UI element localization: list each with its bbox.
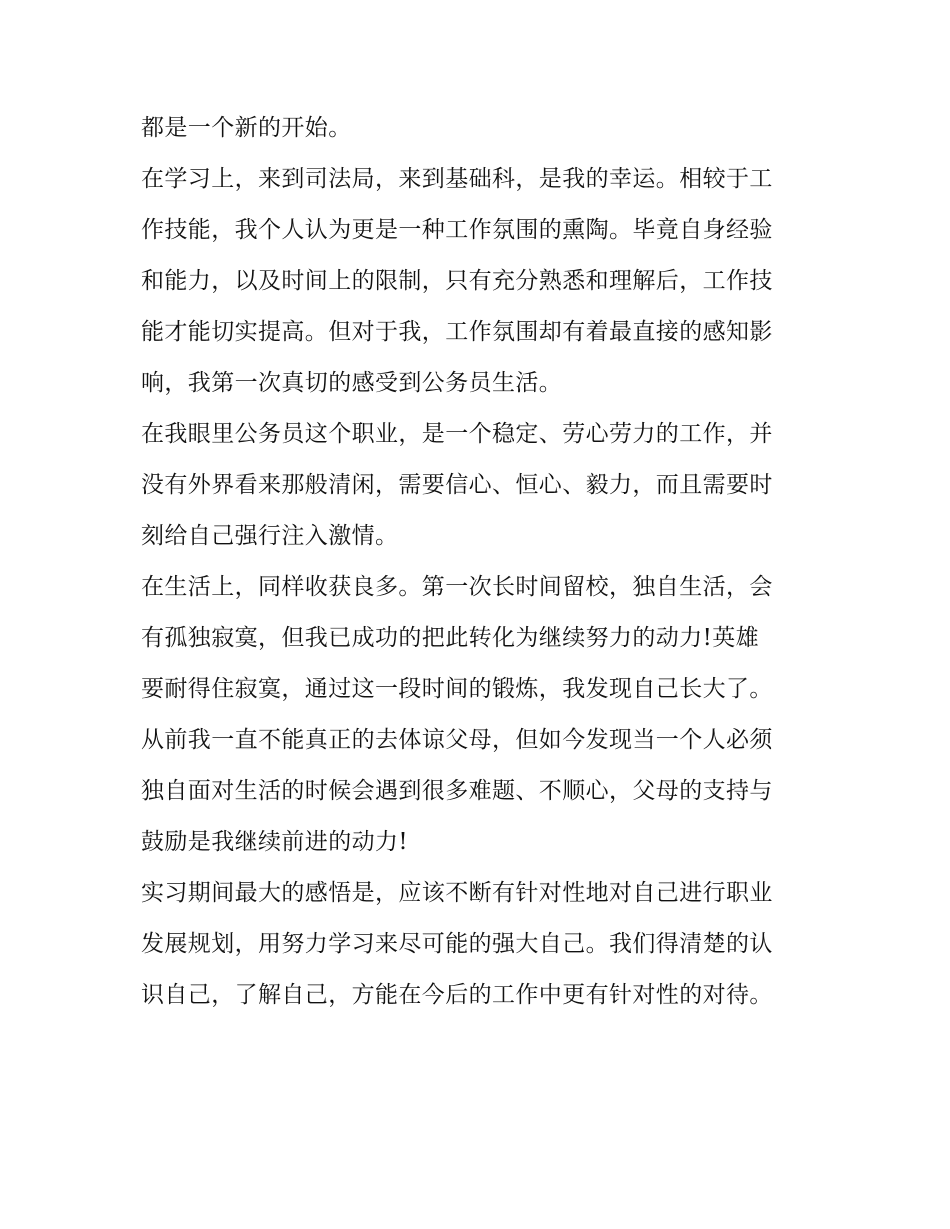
text-line: 刻给自己强行注入激情。 [141,523,399,549]
text-line: 在生活上，同样收获良多。第一次长时间留校，独自生活，会 [141,574,773,600]
text-line: 没有外界看来那般清闲，需要信心、恒心、毅力，而且需要时 [141,472,773,498]
text-line: 从前我一直不能真正的去体谅父母，但如今发现当一个人必须 [141,727,773,753]
text-line: 发展规划，用努力学习来尽可能的强大自己。我们得清楚的认 [141,931,773,957]
text-line: 要耐得住寂寞，通过这一段时间的锻炼，我发现自己长大了。 [141,676,773,702]
text-line: 有孤独寂寞，但我已成功的把此转化为继续努力的动力!英雄 [141,625,760,651]
text-line: 识自己，了解自己，方能在今后的工作中更有针对性的对待。 [141,982,773,1008]
text-line: 在学习上，来到司法局，来到基础科，是我的幸运。相较于工 [141,166,773,192]
text-line: 和能力，以及时间上的限制，只有充分熟悉和理解后，工作技 [141,268,773,294]
document-body [141,106,821,1024]
text-line: 在我眼里公务员这个职业，是一个稳定、劳心劳力的工作，并 [141,421,773,447]
text-line: 实习期间最大的感悟是，应该不断有针对性地对自己进行职业 [141,880,773,906]
text-line: 响，我第一次真切的感受到公务员生活。 [141,370,563,396]
text-line: 独自面对生活的时候会遇到很多难题、不顺心，父母的支持与 [141,778,773,804]
text-line: 鼓励是我继续前进的动力! [141,829,409,855]
text-line: 都是一个新的开始。 [141,115,352,141]
text-line: 能才能切实提高。但对于我，工作氛围却有着最直接的感知影 [141,319,773,345]
text-line: 作技能，我个人认为更是一种工作氛围的熏陶。毕竟自身经验 [141,217,773,243]
